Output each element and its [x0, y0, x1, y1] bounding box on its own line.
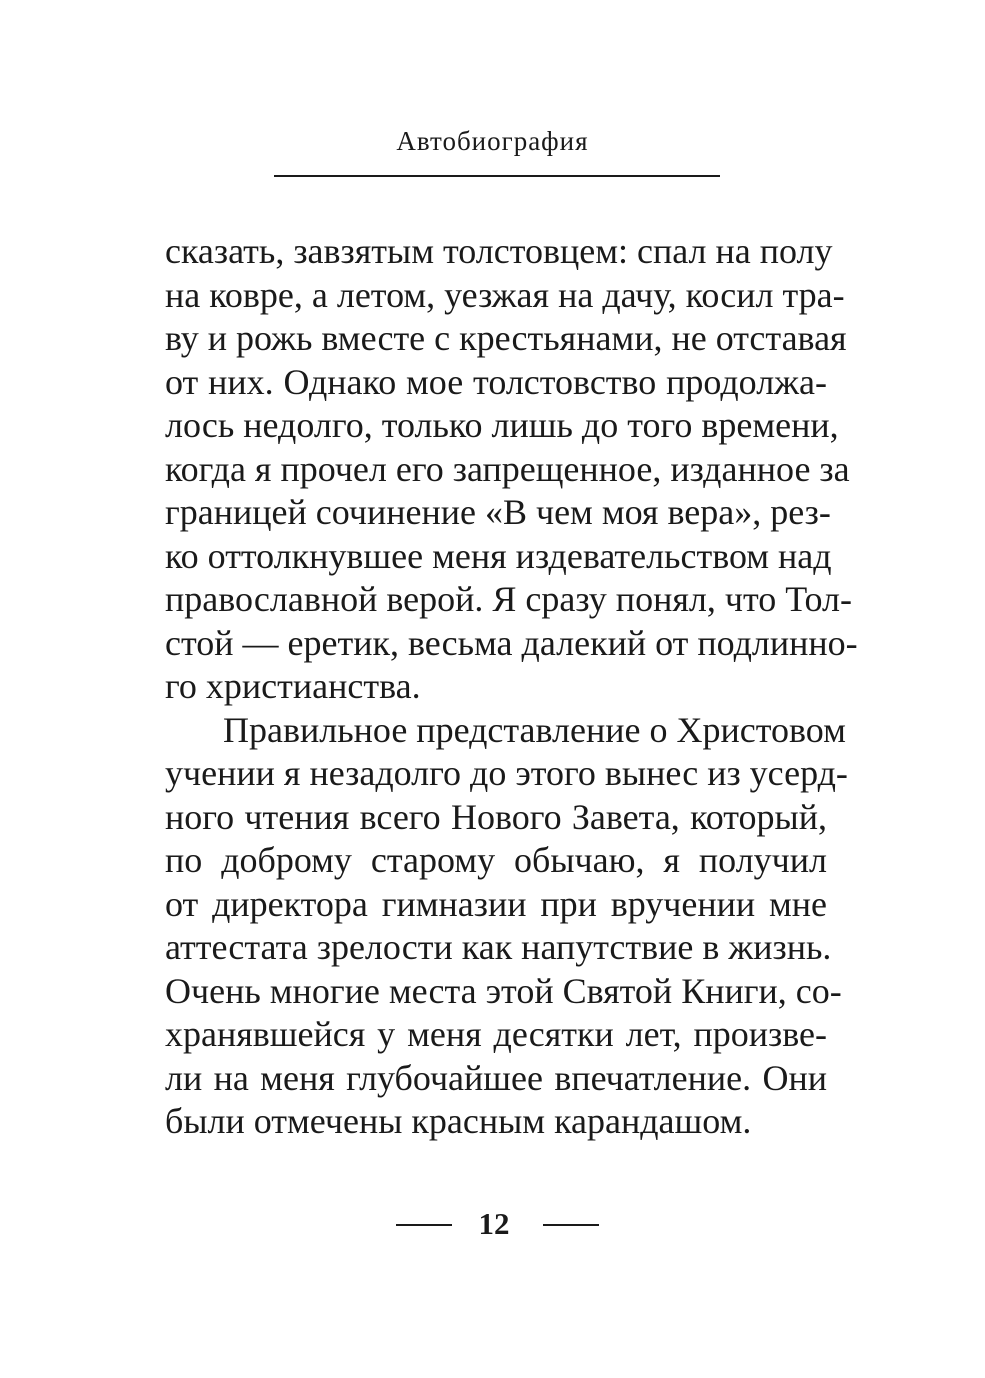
text-line: ко оттолкнувшее меня издевательством над — [165, 535, 832, 576]
text-line: от директора гимназии при вручении мне — [165, 883, 827, 924]
text-line: когда я прочел его запрещенное, изданное за — [165, 448, 850, 489]
text-line: Правильное представление о Христовом — [223, 709, 846, 750]
text-line: Очень многие места этой Святой Книги, со- — [165, 970, 842, 1011]
text-line: учении я незадолго до этого вынес из усерд- — [165, 753, 848, 793]
body-text — [165, 230, 858, 1144]
text-line: сказать, завзятым толстовцем: спал на полу — [165, 231, 833, 271]
text-line: стой — еретик, весьма далекий от подлинно- — [165, 622, 858, 663]
text-line: ву и рожь вместе с крестьянами, не отставая — [165, 318, 847, 358]
text-line: лось недолго, только лишь до того времени, — [165, 405, 839, 445]
text-line: хранявшейся у меня десятки лет, произве- — [165, 1014, 827, 1054]
text-line: по доброму старому обычаю, я получил — [165, 840, 827, 880]
text-line: границей сочинение «В чем моя вера», рез- — [165, 492, 831, 532]
text-line: на ковре, а летом, уезжая на дачу, косил тра- — [165, 274, 845, 315]
text-line: ли на меня глубочайшее впечатление. Они — [165, 1057, 827, 1098]
text-line: от них. Однако мое толстовство продолжа- — [165, 361, 827, 402]
text-line: аттестата зрелости как напутствие в жизнь. — [165, 927, 832, 967]
running-head-title: Автобиография — [396, 126, 589, 156]
page-number: 12 — [478, 1206, 510, 1241]
folio-right-rule — [543, 1224, 599, 1226]
text-line: православной верой. Я сразу понял, что Тол- — [165, 579, 852, 619]
header-divider — [274, 175, 720, 177]
text-line: были отмечены красным карандашом. — [165, 1101, 752, 1141]
folio-left-rule — [396, 1224, 452, 1226]
text-line: ного чтения всего Нового Завета, который, — [165, 796, 827, 837]
text-line: го христианства. — [165, 666, 421, 706]
page-folio — [0, 1204, 985, 1244]
